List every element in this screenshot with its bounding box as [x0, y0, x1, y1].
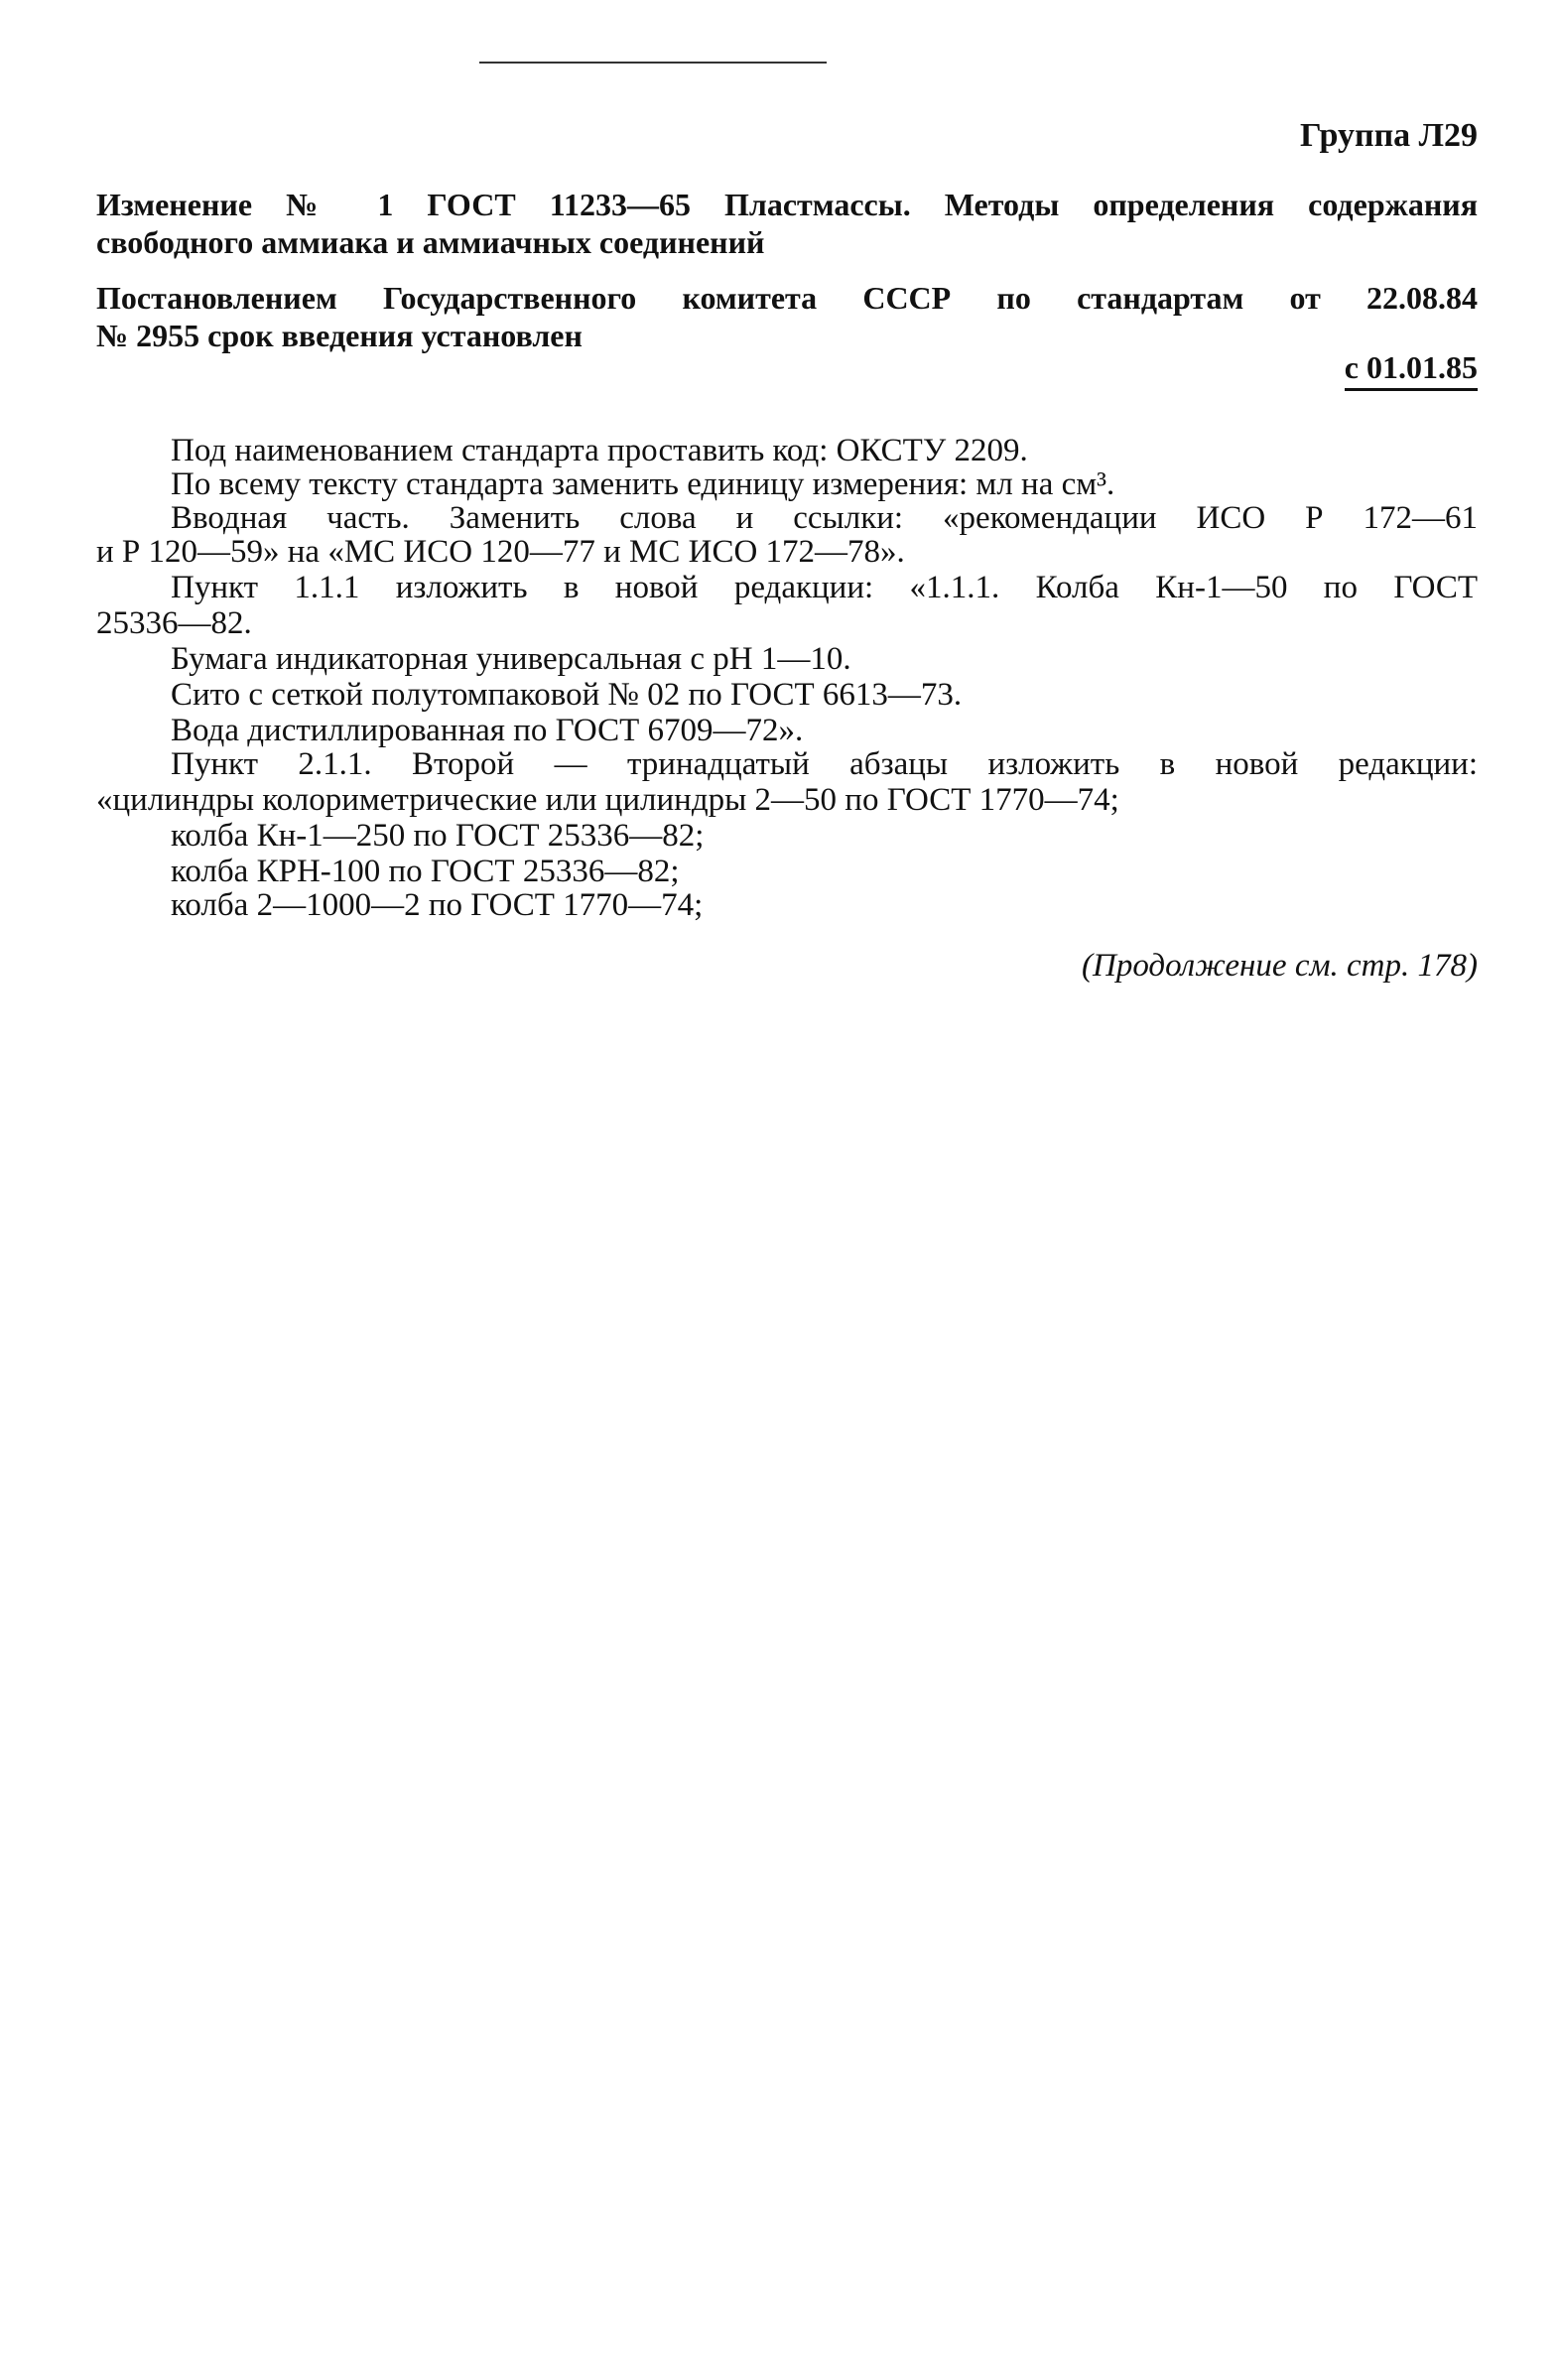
decree-line-1: Постановлением Государственного комитета СССР по стандартам от 22.08.84: [96, 280, 1478, 316]
body-line: колба 2—1000—2 по ГОСТ 1770—74;: [171, 887, 704, 923]
decree-line-2: № 2955 срок введения установлен: [96, 318, 583, 353]
top-rule: [479, 62, 827, 64]
effective-date: с 01.01.85: [1345, 349, 1478, 391]
continuation-note: (Продолжение см. стр. 178): [1082, 948, 1478, 984]
body-line: Сито с сеткой полутомпаковой № 02 по ГОСТ 6613—73.: [171, 677, 963, 713]
title-line-2: свободного аммиака и аммиачных соединений: [96, 224, 765, 260]
body-line: Под наименованием стандарта проставить код: ОКСТУ 2209.: [171, 433, 1028, 468]
body-line: Пункт 2.1.1. Второй — тринадцатый абзацы изложить в новой редакции:: [171, 746, 1478, 782]
body-line: колба Кн-1—250 по ГОСТ 25336—82;: [171, 818, 705, 854]
body-line: По всему тексту стандарта заменить единицу измерения: мл на см³.: [171, 466, 1115, 502]
body-line: Вода дистиллированная по ГОСТ 6709—72».: [171, 713, 804, 748]
body-line: и Р 120—59» на «МС ИСО 120—77 и МС ИСО 172—78».: [96, 534, 905, 570]
body-line: Бумага индикаторная универсальная с рН 1—10.: [171, 641, 851, 677]
body-line: «цилиндры колориметрические или цилиндры 2—50 по ГОСТ 1770—74;: [96, 782, 1119, 818]
body-line: колба КРН-100 по ГОСТ 25336—82;: [171, 854, 680, 889]
body-line: 25336—82.: [96, 605, 252, 641]
body-line: Вводная часть. Заменить слова и ссылки: «рекомендации ИСО Р 172—61: [171, 500, 1478, 536]
title-line-1: Изменение № 1 ГОСТ 11233—65 Пластмассы. Методы определения содержания: [96, 187, 1478, 222]
body-line: Пункт 1.1.1 изложить в новой редакции: «1.1.1. Колба Кн-1—50 по ГОСТ: [171, 570, 1478, 605]
group-label: Группа Л29: [1300, 117, 1478, 154]
